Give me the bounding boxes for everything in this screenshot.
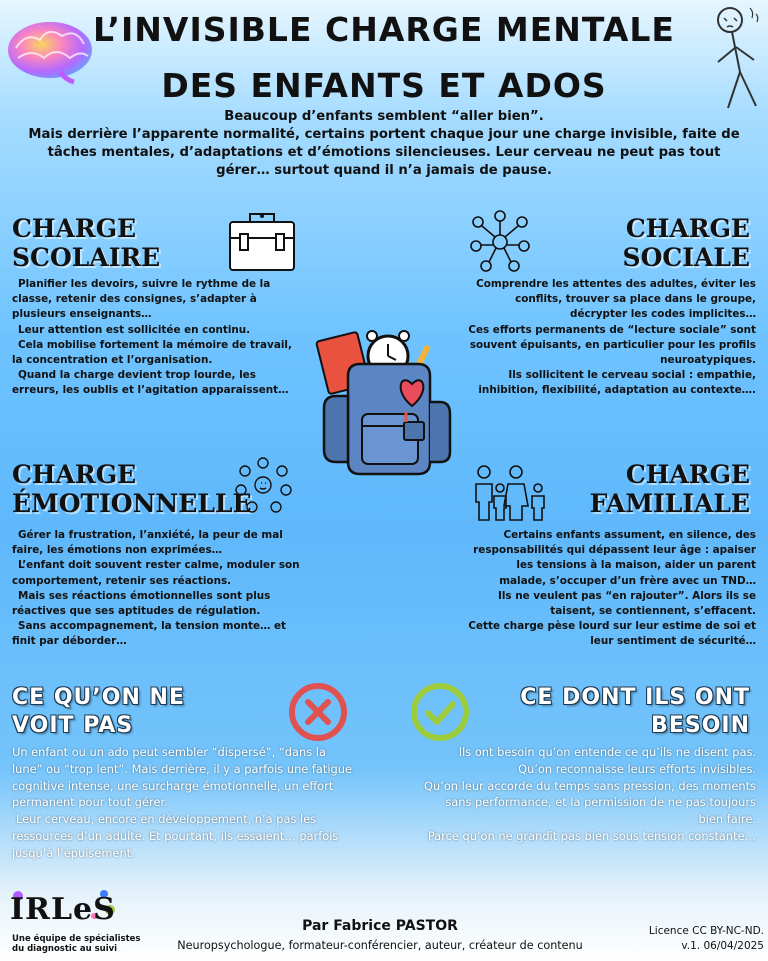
besoin-body (420, 744, 756, 845)
voit-pas-body (12, 744, 352, 862)
logo-tagline-line-1: Une équipe de spécialistes (12, 934, 141, 944)
besoin-paragraph-4: Parce qu’on ne grandit pas bien sous tension constante… (427, 828, 756, 843)
title-line-2: DES ENFANTS ET ADOS (161, 66, 607, 105)
page-title (90, 8, 678, 108)
sociale-body (468, 277, 756, 399)
besoin-heading-line-2: BESOIN (651, 713, 750, 738)
logo-tagline (12, 934, 142, 954)
intro-text (20, 108, 748, 180)
brain-illustration (4, 18, 96, 86)
besoin-paragraph-1: Ils ont besoin qu’on entende ce qu’ils ne disent pas. (458, 745, 756, 759)
emotionnelle-heading-line-2: ÉMOTIONNELLE (12, 489, 252, 518)
scolaire-paragraph-2: Leur attention est sollicitée en continu. (18, 323, 251, 336)
stick-figure-illustration (700, 2, 766, 112)
check-circle-icon (410, 682, 470, 742)
footer-licence (616, 924, 764, 954)
scolaire-body (12, 277, 300, 399)
scolaire-paragraph-1: Planifier les devoirs, suivre le rythme de la classe, retenir des consignes, s’adapter à plusieurs enseignants… (12, 278, 271, 321)
footer-role: Neuropsychologue, formateur-conférencier, auteur, créateur de contenu (177, 939, 583, 952)
family-icon (468, 462, 552, 522)
voit-pas-paragraph-2: Leur cerveau, encore en développement, n’a pas les ressources d’un adulte. Et pourtant, ils essaient… parfois jusqu’à l’épuisement. (12, 812, 339, 860)
version-text: v.1. 06/04/2025 (681, 940, 764, 952)
sociale-paragraph-2: Ces efforts permanents de “lecture sociale” sont souvent épuisants, en particulier pour les profils neuroatypiques. (468, 323, 756, 367)
emotionnelle-body (12, 528, 304, 650)
familiale-heading (560, 460, 750, 518)
logo-tagline-line-2: du diagnostic au suivi (12, 944, 118, 954)
emotionnelle-heading (12, 460, 252, 518)
backpack-illustration (300, 322, 470, 482)
voit-pas-heading (12, 684, 252, 740)
familiale-paragraph-1: Certains enfants assument, en silence, des responsabilités qui dépassent leur âge : apaiser les tensions à la maison, aider un parent malade, s’occuper d’un frère avec un TND… (473, 529, 756, 587)
sociale-paragraph-1: Comprendre les attentes des adultes, éviter les conflits, trouver sa place dans le groupe, décrypter les codes implicites… (476, 278, 756, 321)
familiale-paragraph-3: Cette charge pèse lourd sur leur estime de soi et leur sentiment de sécurité… (468, 620, 756, 648)
scolaire-paragraph-4: Quand la charge devient trop lourde, les erreurs, les oublis et l’agitation apparaissent… (12, 369, 289, 397)
scolaire-paragraph-3: Cela mobilise fortement la mémoire de travail, la concentration et l’organisation. (12, 338, 292, 367)
besoin-heading (500, 684, 750, 740)
scolaire-heading (12, 214, 212, 272)
sociale-heading (560, 214, 750, 272)
besoin-paragraph-3: Qu’on leur accorde du temps sans pression, des moments sans performance, et la permission de ne pas toujours bien faire. (424, 778, 756, 827)
familiale-paragraph-2: Ils ne veulent pas “en rajouter”. Alors ils se taisent, se contiennent, s’effacent. (497, 589, 756, 618)
scolaire-heading-line-1: CHARGE (12, 214, 137, 243)
licence-text: Licence CC BY-NC-ND. (648, 925, 764, 937)
voit-pas-paragraph-1: Un enfant ou un ado peut sembler “dispersé”, “dans la lune” ou “trop lent”. Mais derrière, il y a parfois une fatigue cognitive intense, une surcharge émotionnelle, un effort permanent pour tout gérer. (12, 745, 352, 810)
emotionnelle-paragraph-1: Gérer la frustration, l’anxiété, la peur de mal faire, les émotions non exprimées… (12, 529, 283, 557)
emotionnelle-paragraph-3: Mais ses réactions émotionnelles sont plus réactives que ses aptitudes de régulation. (12, 589, 271, 618)
besoin-heading-line-1: CE DONT ILS ONT (520, 685, 750, 710)
social-network-icon (468, 210, 532, 274)
footer-author: Par Fabrice PASTOR (302, 918, 458, 934)
scolaire-heading-line-2: SCOLAIRE (12, 243, 161, 272)
voit-pas-heading-line-2: VOIT PAS (12, 713, 134, 738)
logo-text: IRLeS (10, 892, 116, 927)
sociale-paragraph-3: Ils sollicitent le cerveau social : empathie, inhibition, flexibilité, adaptation au contexte…. (478, 369, 756, 397)
emotions-icon (234, 456, 292, 514)
sociale-heading-line-2: SOCIALE (622, 243, 750, 272)
intro-line-1: Beaucoup d’enfants semblent “aller bien”. (224, 109, 544, 124)
voit-pas-heading-line-1: CE QU’ON NE (12, 685, 185, 710)
sociale-heading-line-1: CHARGE (625, 214, 750, 243)
emotionnelle-paragraph-4: Sans accompagnement, la tension monte… et finit par déborder… (12, 620, 287, 648)
intro-line-2: Mais derrière l’apparente normalité, certains portent chaque jour une charge invisible, faite de tâches mentales, d’adaptations et d’émotions silencieuses. Leur cerveau ne peut pas tout gérer… surtout quand il n’a jamais de pause. (28, 127, 740, 178)
emotionnelle-paragraph-2: L’enfant doit souvent rester calme, moduler son comportement, retenir ses réactions. (12, 559, 300, 587)
emotionnelle-heading-line-1: CHARGE (12, 460, 137, 489)
title-line-1: L’INVISIBLE CHARGE MENTALE (93, 10, 675, 49)
familiale-body (466, 528, 756, 650)
cross-circle-icon (288, 682, 348, 742)
irles-logo (6, 886, 141, 958)
school-bag-icon (226, 208, 298, 274)
familiale-heading-line-2: FAMILIALE (589, 489, 750, 518)
familiale-heading-line-1: CHARGE (625, 460, 750, 489)
besoin-paragraph-2: Qu’on reconnaisse leurs efforts invisibles. (518, 761, 756, 776)
